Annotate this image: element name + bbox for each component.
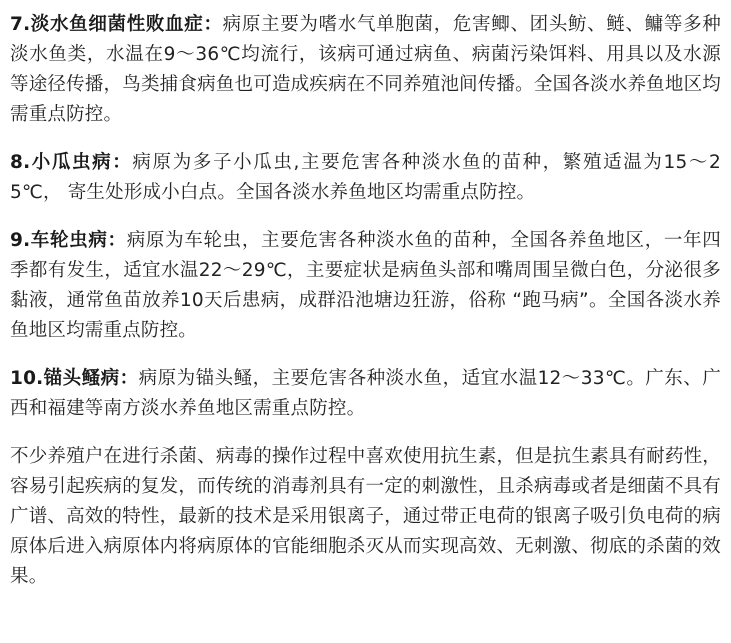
section-text: 病原为多子小瓜虫,主要危害各种淡水鱼的苗种，繁殖适温为15～25℃， 寄生处形成小白点。全国各淡水养鱼地区均需重点防控。 [10, 152, 721, 203]
section-heading: 10.锚头鳋病： [10, 368, 139, 389]
section-heading: 9.车轮虫病： [10, 230, 127, 251]
section-heading: 7.淡水鱼细菌性败血症： [10, 14, 223, 35]
section-trichodina [10, 226, 721, 346]
section-ichthyophthirius [10, 148, 721, 208]
section-text: 病原为车轮虫，主要危害各种淡水鱼的苗种，全国各养鱼地区，一年四季都有发生，适宜水温22～29℃，主要症状是病鱼头部和嘴周围呈微白色，分泌很多黏液，通常鱼苗放养10天后患病，成群沿池塘边狂游，俗称 “跑马病”。全国各淡水养鱼地区均需重点防控。 [10, 230, 721, 341]
section-lernaea [10, 364, 721, 424]
closing-paragraph [10, 442, 721, 592]
section-heading: 8.小瓜虫病： [10, 152, 133, 173]
section-text: 病原为锚头鳋，主要危害各种淡水鱼，适宜水温12～33℃。广东、广西和福建等南方淡水养鱼地区需重点防控。 [10, 368, 721, 419]
section-septicemia [10, 10, 721, 130]
closing-text: 不少养殖户在进行杀菌、病毒的操作过程中喜欢使用抗生素，但是抗生素具有耐药性，容易引起疾病的复发，而传统的消毒剂具有一定的刺激性，且杀病毒或者是细菌不具有广谱、高效的特性，最新的技术是采用银离子，通过带正电荷的银离子吸引负电荷的病原体后进入病原体内将病原体的官能细胞杀灭从而实现高效、无刺激、彻底的杀菌的效果。 [10, 446, 721, 587]
section-text: 病原主要为嗜水气单胞菌，危害鲫、团头鲂、鲢、鳙等多种淡水鱼类，水温在9～36℃均流行，该病可通过病鱼、病菌污染饵料、用具以及水源等途径传播，鸟类捕食病鱼也可造成疾病在不同养殖池间传播。全国各淡水养鱼地区均需重点防控。 [10, 14, 722, 125]
